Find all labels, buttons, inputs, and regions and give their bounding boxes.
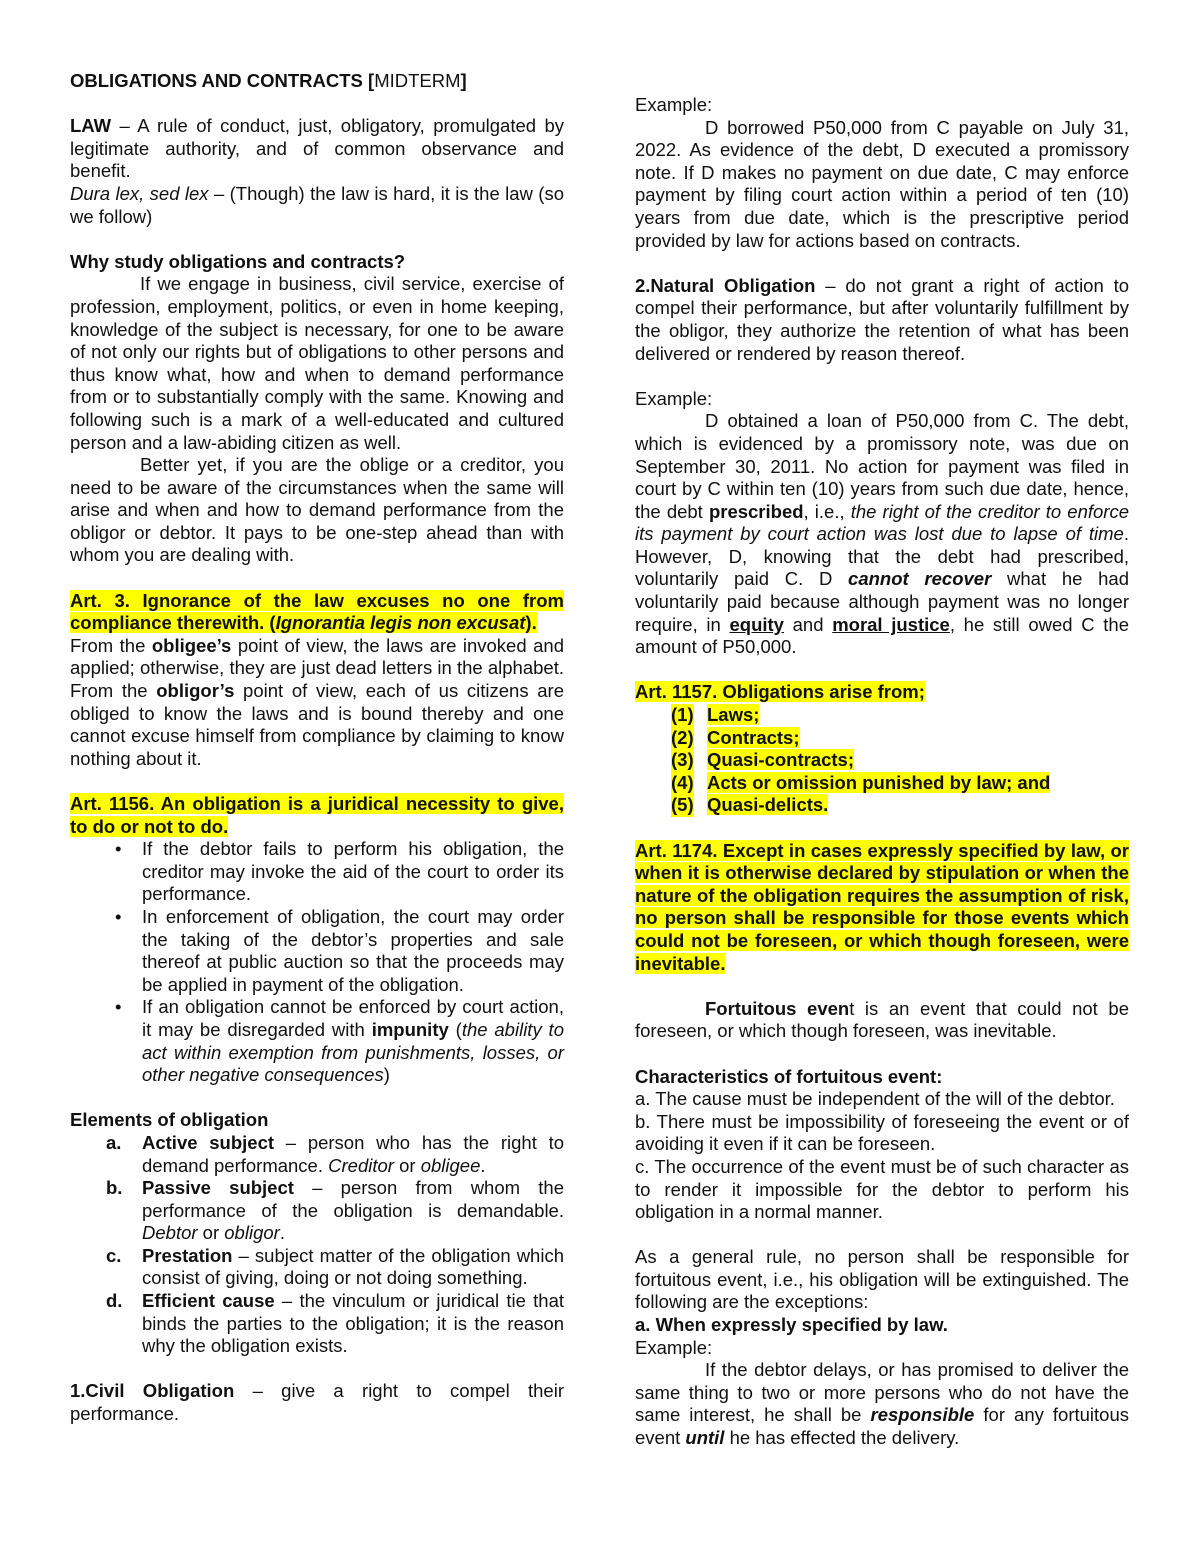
- exception-a-heading: a. When expressly specified by law.: [635, 1314, 948, 1336]
- art1157-item: (4) Acts or omission punished by law; and: [671, 771, 1051, 793]
- elements-list: [70, 1132, 564, 1358]
- art1174-heading: Art. 1174. Except in cases expressly specified by law, or when it is otherwise declared by stipulation or when the nature of the obligation requires the assumption of risk, no person shall be responsible for those events which could not be foreseen, or which though foreseen, were inevitable.: [635, 839, 1129, 974]
- dura-lex-definition: Dura lex, sed lex – (Though) the law is hard, it is the law (so we follow): [70, 182, 564, 227]
- why-study-paragraph-1: If we engage in business, civil service, exercise of profession, employment, politics, or even in home keeping, knowledge of the subject is necessary, for one to be aware of not only our rights but of obligations to other persons and thus know what, how and when to demand performance from or to substantially comply with the same. Knowing and following such is a mark of a well-educated and cultured person and a law-abiding citizen as well.: [70, 273, 564, 453]
- characteristic-a: a. The cause must be independent of the will of the debtor.: [635, 1088, 1115, 1110]
- element-passive-subject: b. Passive subject – person from whom the performance of the obligation is demandable. Debtor or obligor.: [106, 1177, 564, 1244]
- art1157-item: (1) Laws;: [671, 704, 760, 726]
- characteristics-heading: Characteristics of fortuitous event:: [635, 1065, 943, 1087]
- art1157-list: [635, 704, 1129, 817]
- art1156-bullet-1: • If the debtor fails to perform his obligation, the creditor may invoke the aid of the court to order its performance.: [70, 838, 564, 906]
- element-efficient-cause: d. Efficient cause – the vinculum or juridical tie that binds the parties to the obligation; it is the reason why the obligation exists.: [106, 1290, 564, 1357]
- document-title: OBLIGATIONS AND CONTRACTS [MIDTERM]: [70, 70, 467, 91]
- why-study-paragraph-2: Better yet, if you are the oblige or a creditor, you need to be aware of the circumstances when the same will arise and when and how to demand performance from the obligor or debtor. It pays to be one-step ahead than with whom you are dealing with.: [70, 454, 564, 566]
- example-2-label: Example:: [635, 387, 713, 409]
- characteristic-b: b. There must be impossibility of foreseeing the event or of avoiding it even if it can be foreseen.: [635, 1110, 1129, 1155]
- right-column: [635, 94, 1129, 1450]
- art1157-item: (3) Quasi-contracts;: [671, 749, 855, 771]
- left-column: [70, 70, 564, 1426]
- art1156-heading: Art. 1156. An obligation is a juridical necessity to give, to do or not to do.: [70, 793, 564, 837]
- art3-explanation: From the obligee’s point of view, the laws are invoked and applied; otherwise, they are just dead letters in the alphabet. From the obligor’s point of view, each of us citizens are obliged to know the laws and is bound thereby and one cannot excuse himself from compliance by claiming to know nothing about it.: [70, 634, 564, 769]
- general-rule-text: As a general rule, no person shall be responsible for fortuitous event, i.e., his obligation will be extinguished. The following are the exceptions:: [635, 1246, 1129, 1313]
- art3-heading: Art. 3. Ignorance of the law excuses no one from compliance therewith. (Ignorantia legis non excusat).: [70, 589, 564, 634]
- art1157-heading: Art. 1157. Obligations arise from;: [635, 681, 925, 703]
- art1157-item: (2) Contracts;: [671, 726, 800, 748]
- art1157-item: (5) Quasi-delicts.: [671, 794, 829, 816]
- example-2-text: D obtained a loan of P50,000 from C. The debt, which is evidenced by a promissory note, was due on September 30, 2011. No action for payment was filed in court by C within ten (10) years from such due date, hence, the debt prescribed, i.e., the right of the creditor to enforce its payment by court action was lost due to lapse of time. However, D, knowing that the debt had prescribed, voluntarily paid C. D cannot recover what he had voluntarily paid because although payment was no longer require, in equity and moral justice, he still owed C the amount of P50,000.: [635, 410, 1129, 658]
- elements-heading: Elements of obligation: [70, 1109, 269, 1131]
- example-1-label: Example:: [635, 94, 713, 115]
- characteristic-c: c. The occurrence of the event must be of such character as to render it impossible for the debtor to perform his obligation in a normal manner.: [635, 1155, 1129, 1223]
- example-3-text: If the debtor delays, or has promised to deliver the same thing to two or more persons who do not have the same interest, he shall be responsible for any fortuitous event until he has effected the delivery.: [635, 1359, 1130, 1449]
- example-3-label: Example:: [635, 1336, 713, 1358]
- art1156-bullet-list: [70, 838, 564, 1087]
- art1156-bullet-3: • If an obligation cannot be enforced by court action, it may be disregarded with impunity (the ability to act within exemption from punishments, losses, or other negative consequences): [70, 996, 564, 1086]
- law-definition: LAW – A rule of conduct, just, obligatory, promulgated by legitimate authority, and of common observance and benefit.: [70, 115, 564, 182]
- civil-obligation: 1.Civil Obligation – give a right to compel their performance.: [70, 1380, 564, 1425]
- why-study-heading: Why study obligations and contracts?: [70, 250, 406, 272]
- element-active-subject: a. Active subject – person who has the right to demand performance. Creditor or obligee.: [106, 1131, 565, 1176]
- natural-obligation: 2.Natural Obligation – do not grant a right of action to compel their performance, but after voluntarily fulfillment by the obligor, they authorize the retention of what has been delivered or rendered by reason thereof.: [635, 274, 1129, 364]
- example-1-text: D borrowed P50,000 from C payable on July 31, 2022. As evidence of the debt, D executed a promissory note. If D makes no payment on due date, C may enforce payment by filing court action within a period of ten (10) years from due date, which is the prescriptive period provided by law for actions based on contracts.: [635, 116, 1129, 251]
- element-prestation: c. Prestation – subject matter of the obligation which consist of giving, doing or not doing something.: [106, 1244, 564, 1289]
- fortuitous-event-definition: Fortuitous event is an event that could not be foreseen, or which though foreseen, was inevitable.: [635, 997, 1129, 1042]
- art1156-bullet-2: • In enforcement of obligation, the court may order the taking of the debtor’s properties and sale thereof at public auction so that the proceeds may be applied in payment of the obligation.: [70, 906, 564, 996]
